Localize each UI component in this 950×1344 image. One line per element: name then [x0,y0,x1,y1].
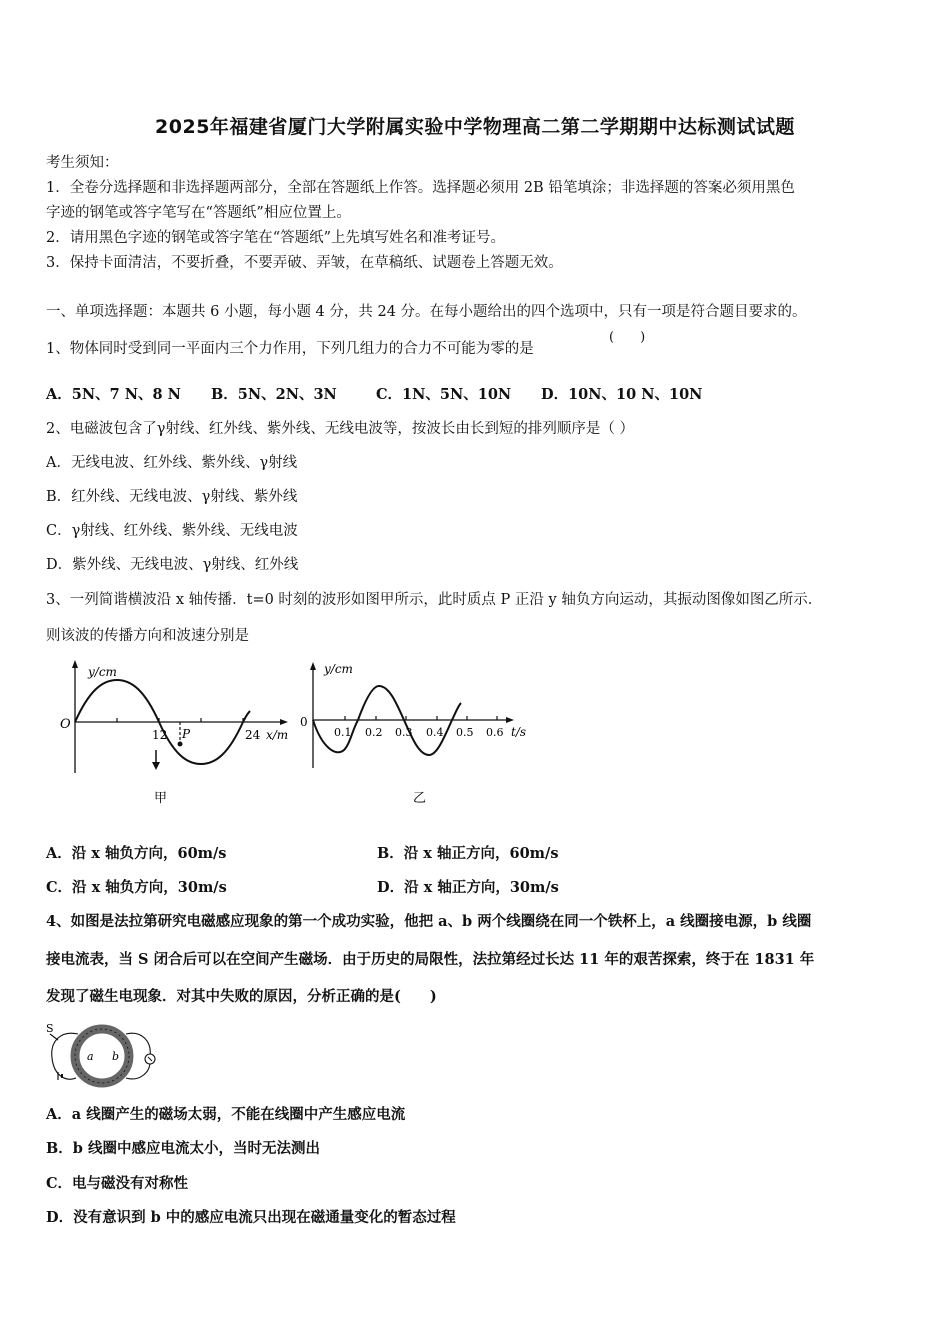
q2-option-b: B．红外线、无线电波、γ射线、紫外线 [46,489,298,505]
q1-paren: ( ) [609,330,646,345]
fig-jia-tick-12: 12 [152,728,168,742]
fig-yi-origin: 0 [300,715,308,729]
q1-stem: 1、物体同时受到同一平面内三个力作用，下列几组力的合力不可能为零的是 [46,341,534,357]
fig-jia-tick-24: 24 [245,728,261,742]
q4-option-d: D．没有意识到 b 中的感应电流只出现在磁通量变化的暂态过程 [46,1209,456,1226]
faraday-ring-diagram [44,1020,166,1094]
section-heading: 一、单项选择题：本题共 6 小题，每小题 4 分，共 24 分。在每小题给出的四个选项中，只有一项是符合题目要求的。 [46,304,807,320]
q1-option-b: B．5N、2N、3N [211,386,337,403]
fig-switch-label: S [46,1022,54,1035]
q2-option-d: D．紫外线、无线电波、γ射线、红外线 [46,557,299,573]
q2-option-c: C．γ射线、红外线、紫外线、无线电波 [46,523,298,539]
fig-yi-tick-0.3: 0.3 [395,726,413,739]
fig-jia-xlabel: x/m [266,728,289,742]
fig-coil-a-label: a [87,1050,94,1063]
q4-option-b: B．b 线圈中感应电流太小，当时无法测出 [46,1140,320,1157]
notice-item-1b: 字迹的钢笔或答字笔写在“答题纸”相应位置上。 [46,205,351,221]
fig-yi-caption: 乙 [413,791,427,806]
fig-jia-caption: 甲 [154,791,168,806]
fig-yi-ylabel: y/cm [324,662,353,676]
page-title: 2025年福建省厦门大学附属实验中学物理高二第二学期期中达标测试试题 [155,116,795,138]
q1-option-c: C．1N、5N、10N [376,386,512,403]
fig-yi-tick-0.4: 0.4 [426,726,444,739]
q3-option-b: B．沿 x 轴正方向，60m/s [377,845,559,862]
fig-jia-point-p: P [182,727,191,741]
fig-yi-tick-0.5: 0.5 [456,726,474,739]
vibration-graph-yi [300,662,526,806]
fig-yi-tick-0.1: 0.1 [334,726,352,739]
q3-option-a: A．沿 x 轴负方向，60m/s [46,845,227,862]
q3-option-d: D．沿 x 轴正方向，30m/s [377,879,559,896]
fig-yi-xlabel: t/s [511,725,527,739]
q1-option-a: A．5N、7 N、8 N [46,386,181,403]
q1-option-d: D．10N、10 N、10N [541,386,703,403]
q3-stem-2: 则该波的传播方向和波速分别是 [46,628,249,644]
fig-coil-b-label: b [112,1050,120,1063]
q4-stem-3: 发现了磁生电现象．对其中失败的原因，分析正确的是( ) [46,988,437,1005]
q3-stem-1: 3、一列简谐横波沿 x 轴传播．t=0 时刻的波形如图甲所示，此时质点 P 正沿 y 轴负方向运动，其振动图像如图乙所示． [46,592,823,608]
q4-option-c: C．电与磁没有对称性 [46,1175,189,1192]
q4-stem-1: 4、如图是法拉第研究电磁感应现象的第一个成功实验，他把 a、b 两个线圈绕在同一个铁杯上，a 线圈接电源，b 线圈 [46,913,812,930]
notice-item-3: 3．保持卡面清洁，不要折叠，不要弄破、弄皱，在草稿纸、试题卷上答题无效。 [46,255,563,271]
q2-option-a: A．无线电波、红外线、紫外线、γ射线 [46,455,298,471]
wave-graph-jia [60,660,288,806]
fig-yi-tick-0.2: 0.2 [365,726,383,739]
q4-option-a: A．a 线圈产生的磁场太弱，不能在线圈中产生感应电流 [46,1106,406,1123]
q3-wave-figures [44,656,536,816]
q2-stem: 2、电磁波包含了γ射线、红外线、紫外线、无线电波等，按波长由长到短的排列顺序是（ ） [46,421,634,437]
notice-item-1a: 1．全卷分选择题和非选择题两部分，全部在答题纸上作答。选择题必须用 2B 铅笔填涂；非选择题的答案必须用黑色 [46,180,795,196]
notice-heading: 考生须知： [46,155,119,171]
fig-jia-origin: O [60,717,71,732]
fig-yi-tick-0.6: 0.6 [486,726,504,739]
notice-item-2: 2．请用黑色字迹的钢笔或答字笔在“答题纸”上先填写姓名和准考证号。 [46,230,506,246]
fig-jia-ylabel: y/cm [88,665,117,679]
q3-option-c: C．沿 x 轴负方向，30m/s [46,879,227,896]
q4-stem-2: 接电流表，当 S 闭合后可以在空间产生磁场．由于历史的局限性，法拉第经过长达 11 年的艰苦探索，终于在 1831 年 [46,951,815,968]
